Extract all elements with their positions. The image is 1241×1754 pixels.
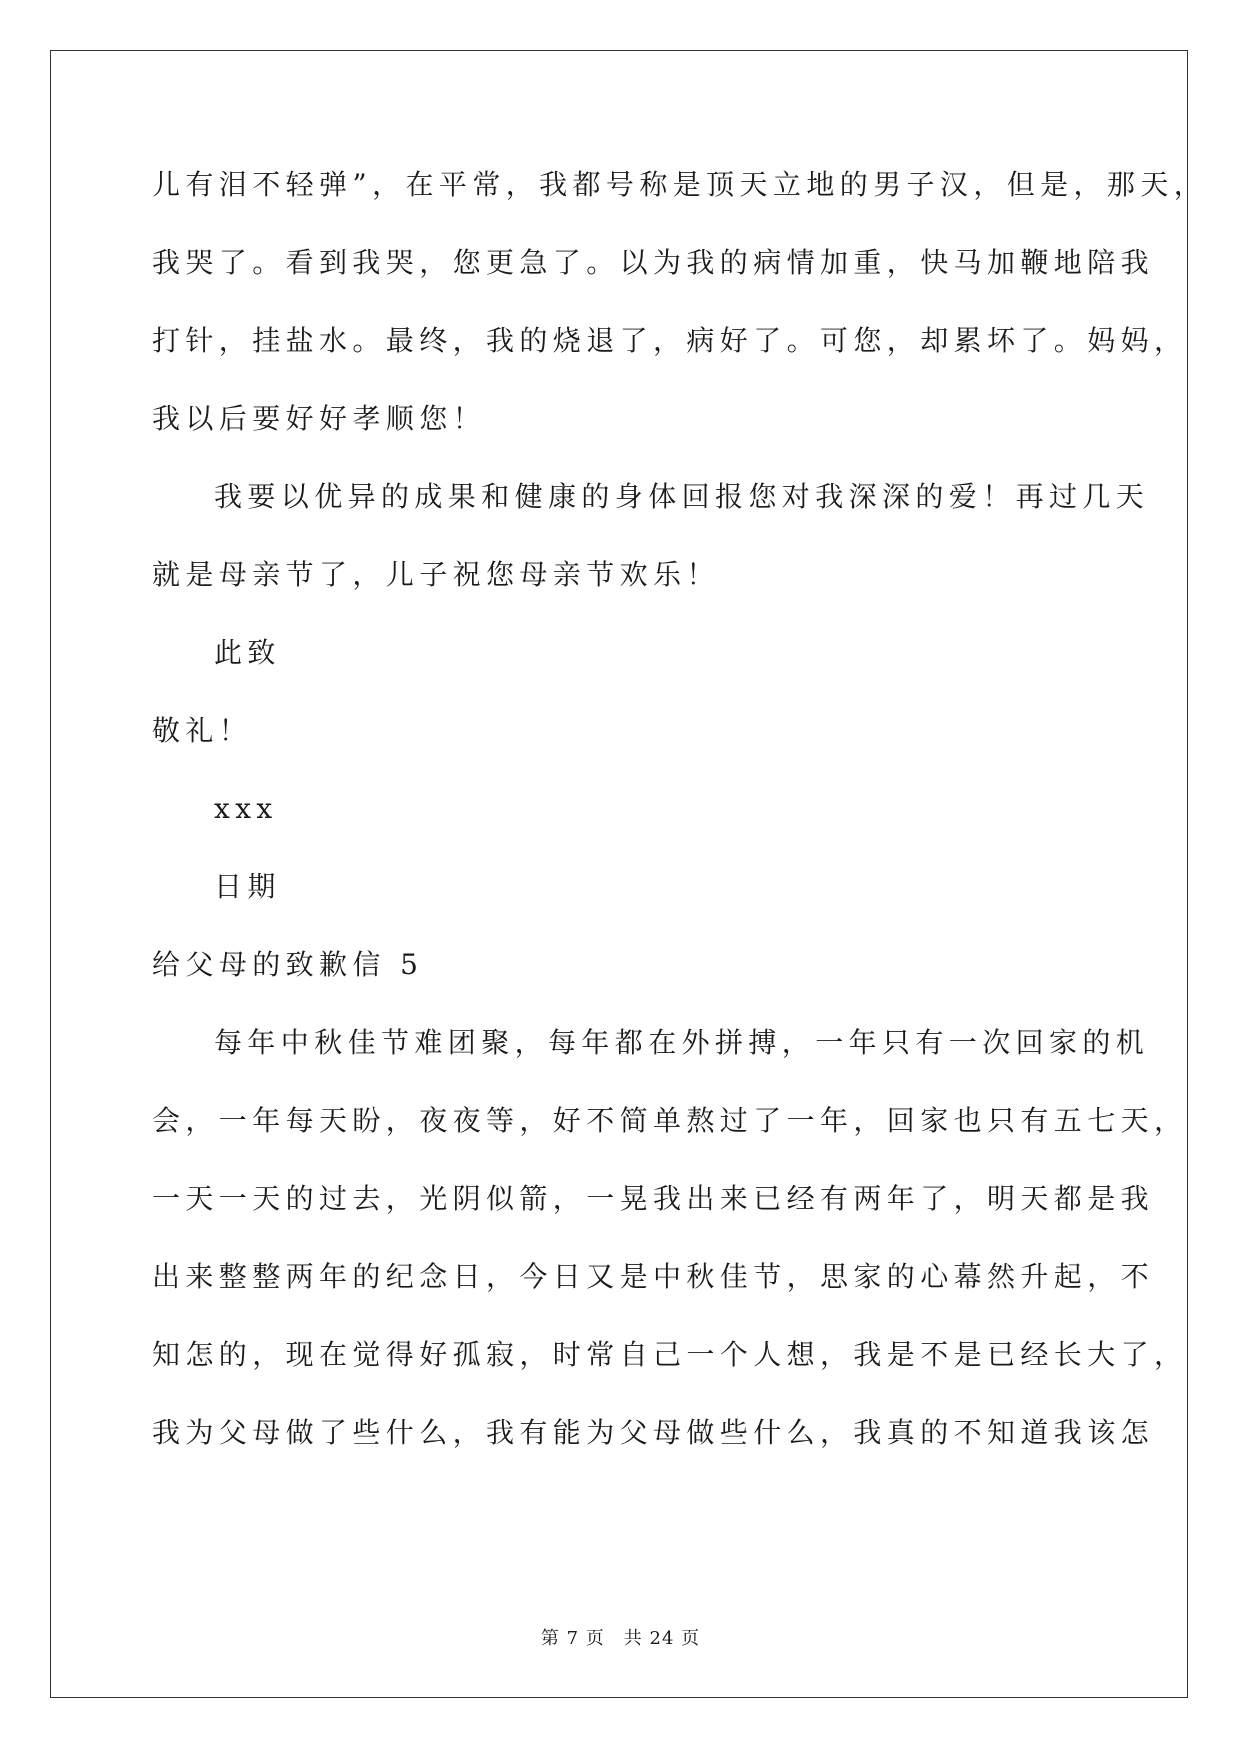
paragraph-line-12: 每年中秋佳节难团聚，每年都在外拼搏，一年只有一次回家的机 — [214, 1026, 1150, 1059]
signature-date: 日期 — [214, 870, 281, 903]
signature-name: xxx — [214, 792, 278, 825]
text-line-13: 会，一年每天盼，夜夜等，好不简单熬过了一年，回家也只有五七天， — [152, 1104, 1188, 1137]
closing-respect: 敬礼！ — [152, 714, 253, 747]
text-line-14: 一天一天的过去，光阴似箭，一晃我出来已经有两年了，明天都是我 — [152, 1182, 1155, 1215]
text-line-4: 我以后要好好孝顺您！ — [152, 402, 487, 435]
closing-salutation: 此致 — [214, 636, 281, 669]
text-line-17: 我为父母做了些什么，我有能为父母做些什么，我真的不知道我该怎 — [152, 1416, 1155, 1449]
paragraph-line-5: 我要以优异的成果和健康的身体回报您对我深深的爱！再过几天 — [214, 480, 1150, 513]
text-line-2: 我哭了。看到我哭，您更急了。以为我的病情加重，快马加鞭地陪我 — [152, 246, 1155, 279]
text-line-15: 出来整整两年的纪念日，今日又是中秋佳节，思家的心幕然升起，不 — [152, 1260, 1155, 1293]
text-line-6: 就是母亲节了，儿子祝您母亲节欢乐！ — [152, 558, 720, 591]
text-line-1: 儿有泪不轻弹”，在平常，我都号称是顶天立地的男子汉，但是，那天， — [152, 168, 1208, 201]
page-number: 第 7 页 共 24 页 — [540, 1628, 701, 1649]
text-line-16: 知怎的，现在觉得好孤寂，时常自己一个人想，我是不是已经长大了， — [152, 1338, 1188, 1371]
text-line-3: 打针，挂盐水。最终，我的烧退了，病好了。可您，却累坏了。妈妈， — [152, 324, 1188, 357]
section-heading: 给父母的致歉信 5 — [152, 948, 424, 981]
